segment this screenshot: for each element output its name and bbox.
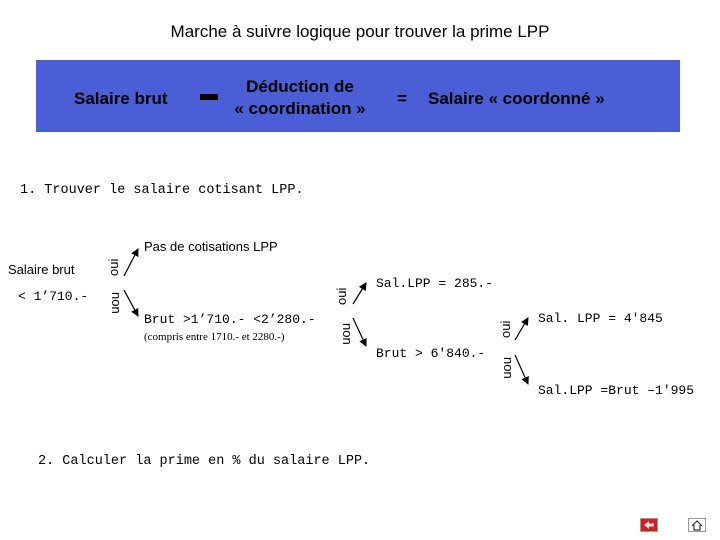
equals-sign: = <box>397 89 407 108</box>
label-non-2: non <box>340 323 355 345</box>
node-no-contribution: Pas de cotisations LPP <box>144 239 278 254</box>
node-mid-range-note: (compris entre 1710.- et 2280.-) <box>144 331 285 343</box>
node-lpp-4845: Sal. LPP = 4'845 <box>538 311 663 326</box>
arrow-back-icon <box>643 520 655 530</box>
arrow-brut-oui <box>515 318 528 340</box>
label-non-3: non <box>501 357 516 379</box>
start-salaire-brut: Salaire brut <box>8 262 75 277</box>
banner-deduction-line1: Déduction de <box>246 77 354 96</box>
arrow-start-non <box>124 290 138 316</box>
banner-salaire-coordonne: Salaire « coordonné » <box>428 89 605 108</box>
step-1-heading: 1. Trouver le salaire cotisant LPP. <box>20 183 304 198</box>
label-oui-3: oui <box>498 320 513 338</box>
node-lpp-formula: Sal.LPP =Brut –1'995 <box>538 383 695 398</box>
arrow-brut-non <box>515 355 528 384</box>
banner-deduction-line2: « coordination » <box>234 99 366 118</box>
home-button[interactable] <box>688 518 706 532</box>
node-mid-range: Brut >1’710.- <2’280.- <box>144 312 316 327</box>
arrow-mid-oui <box>353 283 366 304</box>
home-icon <box>691 520 703 531</box>
banner-salaire-brut: Salaire brut <box>74 89 168 108</box>
arrow-start-oui <box>124 249 138 276</box>
node-lpp-285: Sal.LPP = 285.- <box>376 276 494 291</box>
start-threshold: < 1’710.- <box>18 289 89 304</box>
back-button[interactable] <box>640 518 658 532</box>
page-title: Marche à suivre logique pour trouver la prime LPP <box>170 22 550 41</box>
label-non-1: non <box>109 292 124 314</box>
label-oui-2: oui <box>334 287 349 305</box>
step-2-heading: 2. Calculer la prime en % du salaire LPP. <box>38 454 371 469</box>
label-oui-1: oui <box>106 258 121 276</box>
node-brut-6840: Brut > 6'840.- <box>376 346 486 361</box>
